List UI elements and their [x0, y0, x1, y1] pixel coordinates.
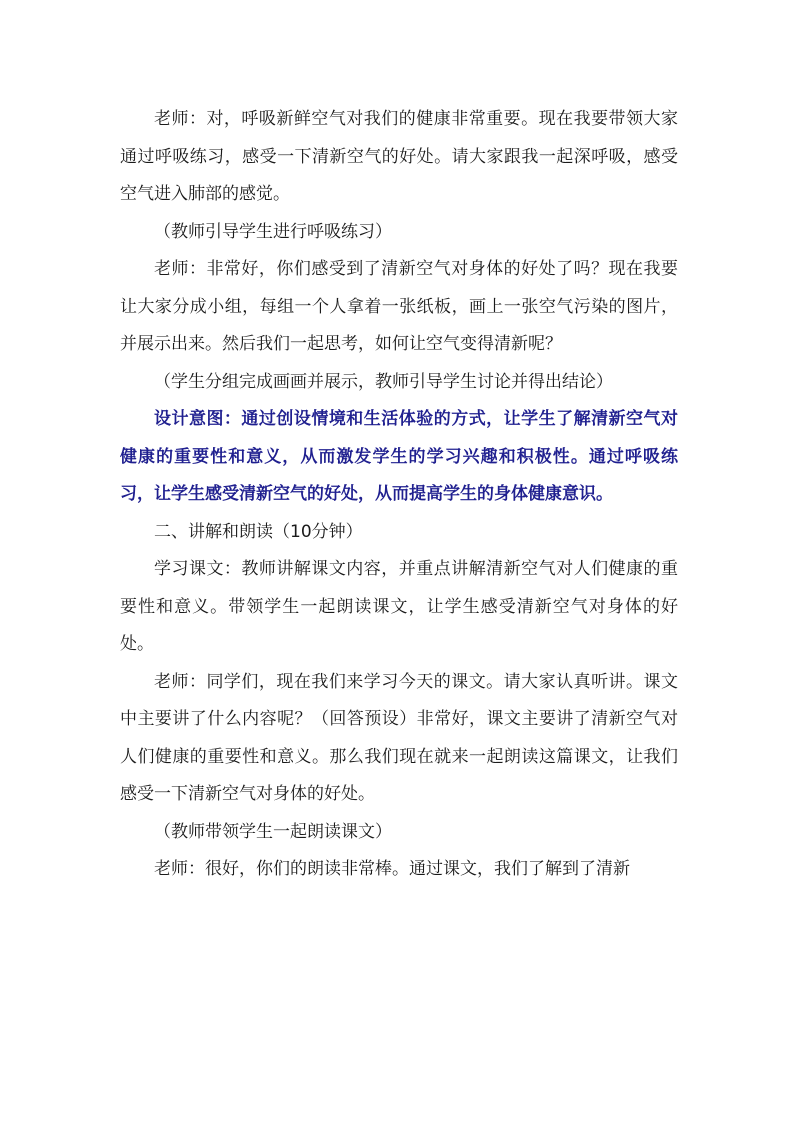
paragraph-teacher-praise: 老师：很好，你们的朗读非常棒。通过课文，我们了解到了清新 — [154, 859, 630, 879]
paragraph-teacher-breathing: 老师：对，呼吸新鲜空气对我们的健康非常重要。现在我要带领大家通过呼吸练习，感受一下清新空气的好处。请大家跟我一起深呼吸，感受空气进入肺部的感觉。 — [120, 109, 678, 204]
paragraph-study-text: 学习课文：教师讲解课文内容，并重点讲解清新空气对人们健康的重要性和意义。带领学生一起朗读课文，让学生感受清新空气对身体的好处。 — [120, 559, 678, 654]
document-body — [120, 101, 678, 889]
paragraph-stage-direction-reading: （教师带领学生一起朗读课文） — [154, 821, 392, 842]
paragraph-stage-direction-breathing: （教师引导学生进行呼吸练习） — [154, 221, 392, 242]
section-heading-explain-read: 二、讲解和朗读（10分钟） — [154, 521, 363, 542]
paragraph-design-intent: 设计意图：通过创设情境和生活体验的方式，让学生了解清新空气对健康的重要性和意义，从而激发学生的学习兴趣和积极性。通过呼吸练习，让学生感受清新空气的好处，从而提高学生的身体健康意识。 — [120, 409, 678, 504]
paragraph-stage-direction-drawing: （学生分组完成画画并展示，教师引导学生讨论并得出结论） — [154, 371, 613, 392]
paragraph-teacher-lesson: 老师：同学们，现在我们来学习今天的课文。请大家认真听讲。课文中主要讲了什么内容呢？（回答预设）非常好，课文主要讲了清新空气对人们健康的重要性和意义。那么我们现在就来一起朗读这篇课文，让我们感受一下清新空气对身体的好处。 — [120, 671, 678, 804]
paragraph-teacher-groups: 老师：非常好，你们感受到了清新空气对身体的好处了吗？现在我要让大家分成小组，每组一个人拿着一张纸板，画上一张空气污染的图片，并展示出来。然后我们一起思考，如何让空气变得清新呢？ — [120, 259, 678, 354]
